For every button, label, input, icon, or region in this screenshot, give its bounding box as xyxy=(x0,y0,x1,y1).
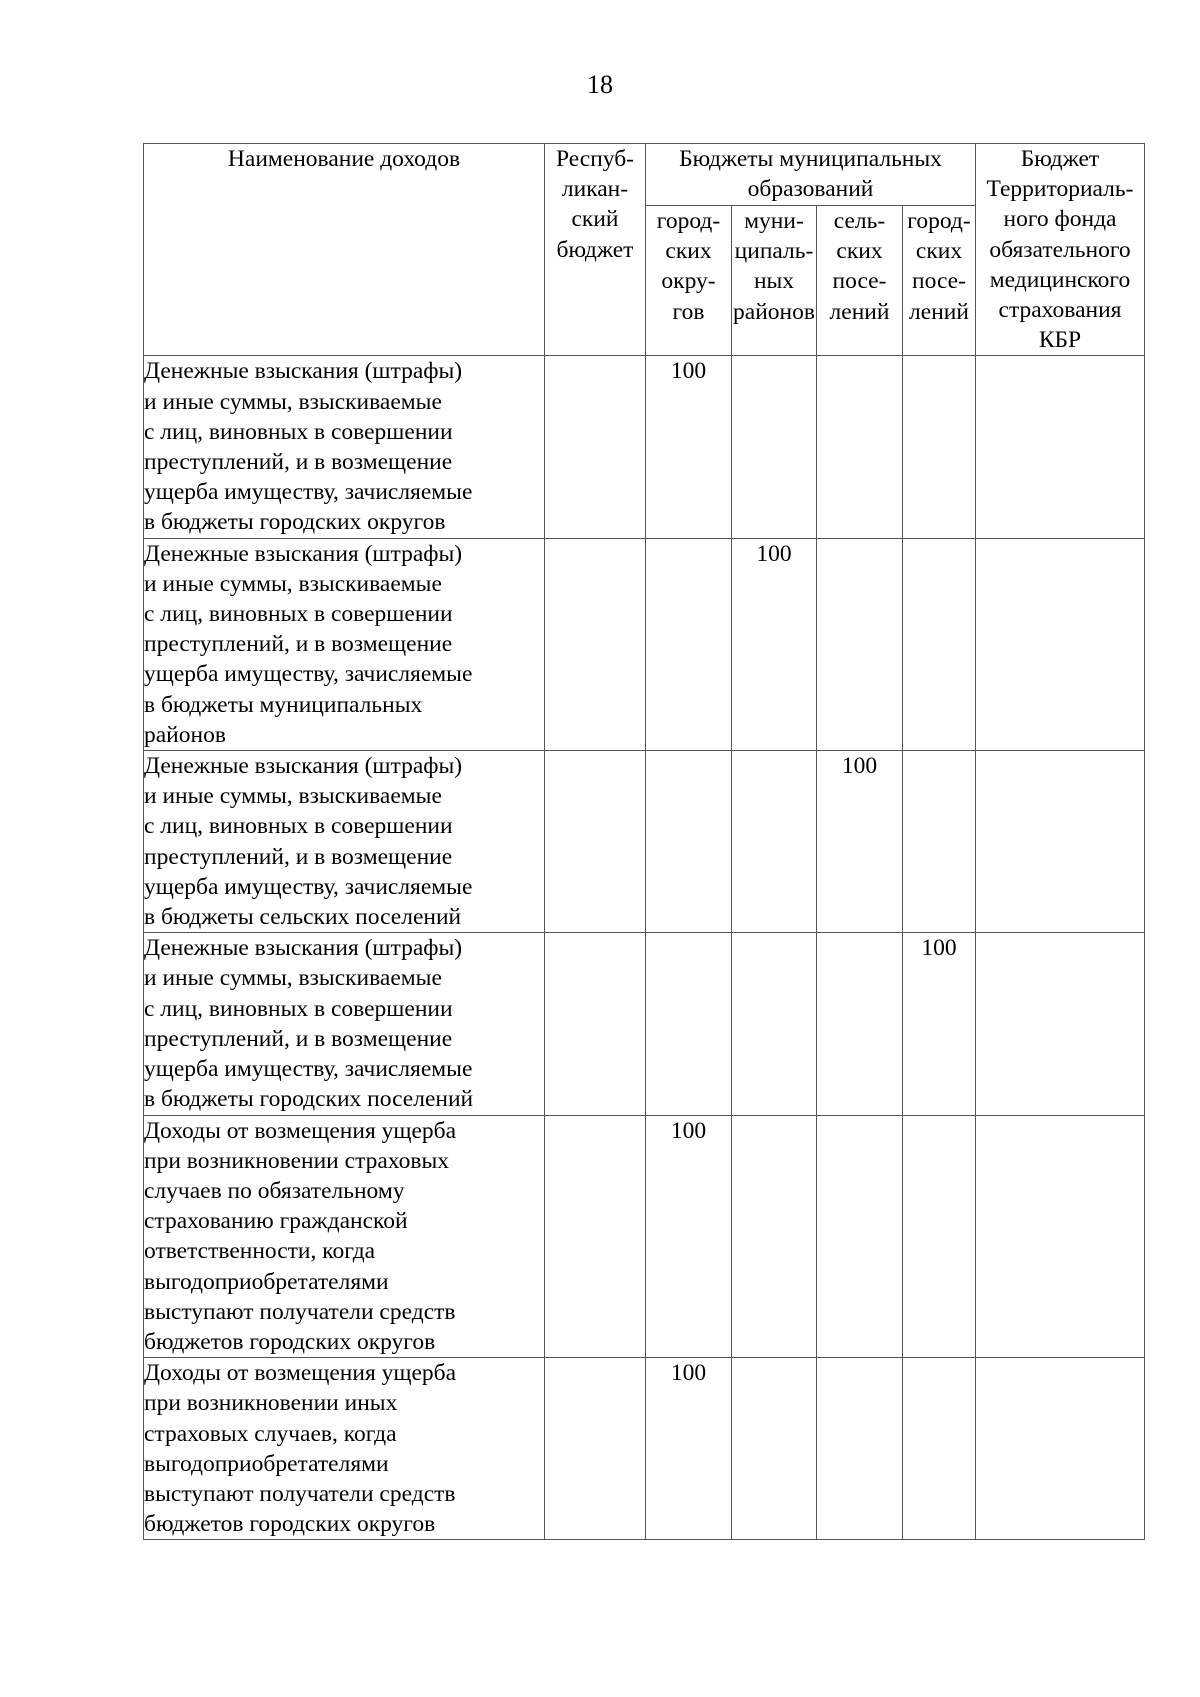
territorial-fund-cell xyxy=(976,1115,1145,1358)
header-territorial-fund: Бюджет Территориаль- ного фонда обязательного медицинского страхования КБР xyxy=(976,144,1145,356)
rural-settlements-cell xyxy=(817,356,903,538)
revenue-name-cell: Денежные взыскания (штрафы) и иные суммы, взыскиваемые с лиц, виновных в совершении преступлений, и в возмещение ущерба имуществу, зачисляемые в бюджеты муниципальных районов xyxy=(144,538,545,750)
municipal-districts-cell xyxy=(732,933,817,1115)
city-districts-cell: 100 xyxy=(646,356,732,538)
rural-settlements-cell xyxy=(817,538,903,750)
table-row xyxy=(144,933,1145,1115)
header-municipal-budgets: Бюджеты муниципальных образований xyxy=(646,144,976,206)
rural-settlements-cell xyxy=(817,1115,903,1358)
municipal-districts-cell: 100 xyxy=(732,538,817,750)
rural-settlements-cell: 100 xyxy=(817,751,903,933)
urban-settlements-cell xyxy=(903,751,976,933)
republic-budget-cell xyxy=(545,1358,646,1540)
header-municipal-districts: муни- ципаль- ных районов xyxy=(732,205,817,355)
municipal-districts-cell xyxy=(732,1115,817,1358)
urban-settlements-cell: 100 xyxy=(903,933,976,1115)
republic-budget-cell xyxy=(545,751,646,933)
header-rural-settlements: сель- ских посе- лений xyxy=(817,205,903,355)
republic-budget-cell xyxy=(545,1115,646,1358)
city-districts-cell xyxy=(646,751,732,933)
territorial-fund-cell xyxy=(976,751,1145,933)
revenue-name-cell: Денежные взыскания (штрафы) и иные суммы, взыскиваемые с лиц, виновных в совершении преступлений, и в возмещение ущерба имуществу, зачисляемые в бюджеты сельских поселений xyxy=(144,751,545,933)
territorial-fund-cell xyxy=(976,356,1145,538)
territorial-fund-cell xyxy=(976,933,1145,1115)
rural-settlements-cell xyxy=(817,933,903,1115)
header-republic-budget: Респуб- ликан- ский бюджет xyxy=(545,144,646,356)
municipal-districts-cell xyxy=(732,751,817,933)
city-districts-cell xyxy=(646,538,732,750)
table-row xyxy=(144,751,1145,933)
municipal-districts-cell xyxy=(732,356,817,538)
urban-settlements-cell xyxy=(903,538,976,750)
urban-settlements-cell xyxy=(903,1115,976,1358)
revenue-name-cell: Денежные взыскания (штрафы) и иные суммы, взыскиваемые с лиц, виновных в совершении преступлений, и в возмещение ущерба имуществу, зачисляемые в бюджеты городских поселений xyxy=(144,933,545,1115)
table-row xyxy=(144,1358,1145,1540)
revenue-name-cell: Денежные взыскания (штрафы) и иные суммы, взыскиваемые с лиц, виновных в совершении преступлений, и в возмещение ущерба имуществу, зачисляемые в бюджеты городских округов xyxy=(144,356,545,538)
page-number: 18 xyxy=(587,70,613,99)
urban-settlements-cell xyxy=(903,356,976,538)
header-city-districts: город- ских окру- гов xyxy=(646,205,732,355)
republic-budget-cell xyxy=(545,933,646,1115)
municipal-districts-cell xyxy=(732,1358,817,1540)
header-revenue-name: Наименование доходов xyxy=(144,144,545,356)
header-urban-settlements: город- ских посе- лений xyxy=(903,205,976,355)
territorial-fund-cell xyxy=(976,1358,1145,1540)
republic-budget-cell xyxy=(545,538,646,750)
table-row xyxy=(144,1115,1145,1358)
revenue-name-cell: Доходы от возмещения ущерба при возникновении страховых случаев по обязательному страхованию гражданской ответственности, когда выгодоприобретателями выступают получатели средств бюджетов городских округов xyxy=(144,1115,545,1358)
city-districts-cell xyxy=(646,933,732,1115)
table-header-row-1 xyxy=(144,144,1145,206)
republic-budget-cell xyxy=(545,356,646,538)
urban-settlements-cell xyxy=(903,1358,976,1540)
table-row xyxy=(144,538,1145,750)
table-row xyxy=(144,356,1145,538)
revenue-distribution-table xyxy=(143,143,1145,1540)
city-districts-cell: 100 xyxy=(646,1115,732,1358)
territorial-fund-cell xyxy=(976,538,1145,750)
city-districts-cell: 100 xyxy=(646,1358,732,1540)
rural-settlements-cell xyxy=(817,1358,903,1540)
revenue-name-cell: Доходы от возмещения ущерба при возникновении иных страховых случаев, когда выгодоприобретателями выступают получатели средств бюджетов городских округов xyxy=(144,1358,545,1540)
